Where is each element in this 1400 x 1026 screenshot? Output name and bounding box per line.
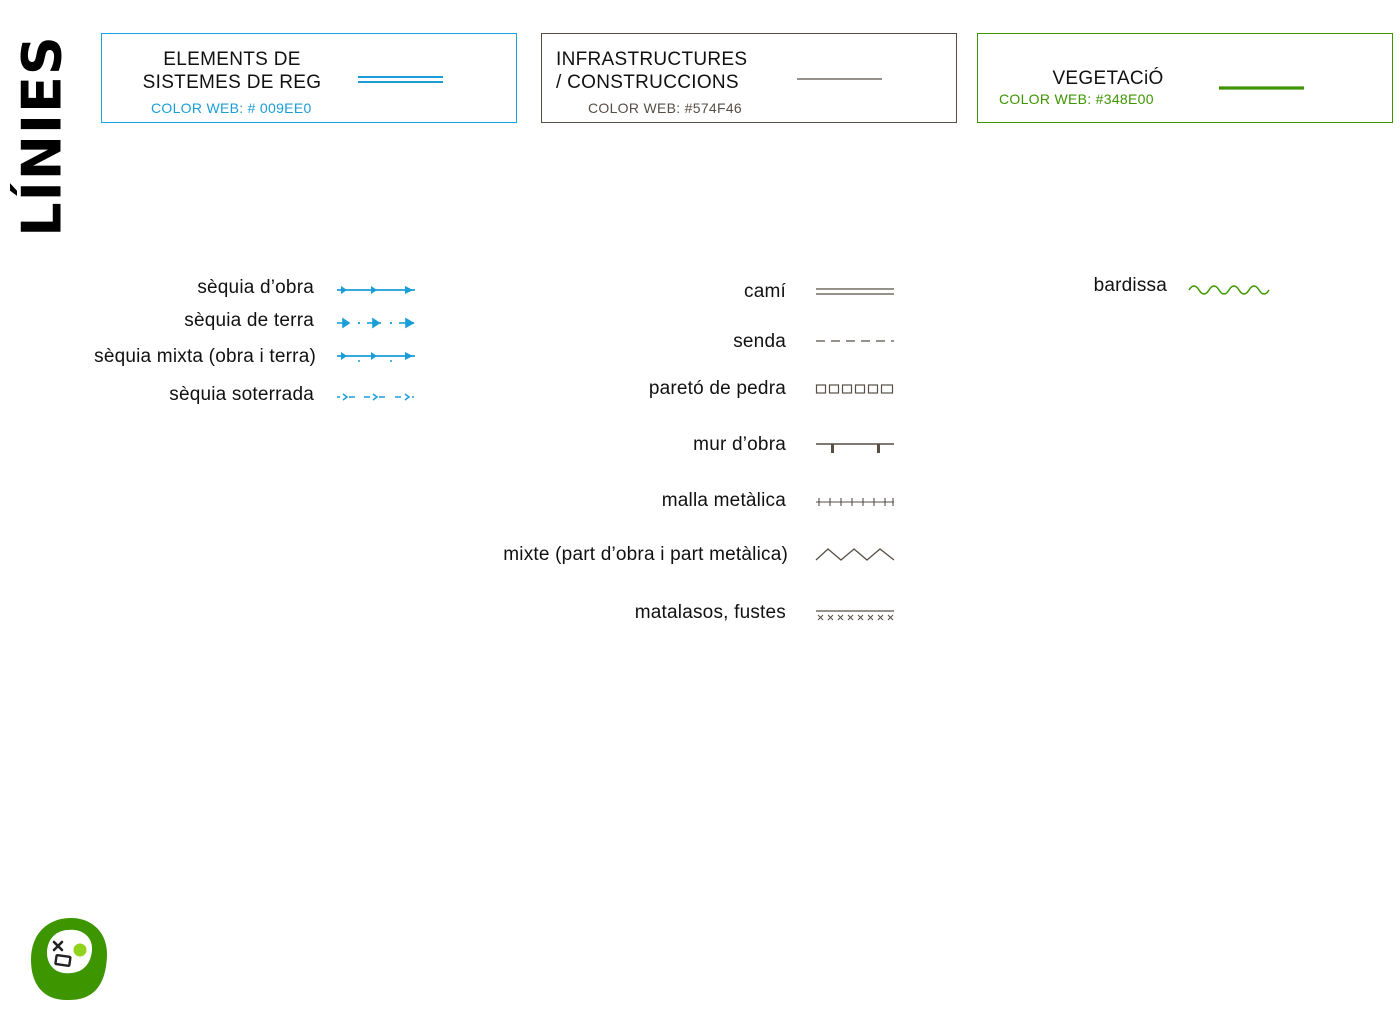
symbol-zigzag — [815, 546, 897, 562]
symbol-wall — [815, 438, 897, 456]
symbol-arrow-solid — [335, 282, 417, 298]
legend-label-senda: senda — [733, 331, 786, 352]
category-box-reg — [101, 33, 517, 123]
symbol-squares — [815, 382, 897, 396]
symbol-crosses — [815, 606, 897, 624]
category-color-label-veg: COLOR WEB: #348E00 — [999, 91, 1154, 107]
category-color-label-infra: COLOR WEB: #574F46 — [588, 100, 743, 116]
legend-label-matalasos-fustes: matalasos, fustes — [634, 602, 786, 623]
category-title-reg: ELEMENTS DE SISTEMES DE REG — [142, 49, 322, 93]
legend-label-sequia-soterrada: sèquia soterrada — [169, 384, 314, 405]
legend-label-mixte: mixte (part d’obra i part metàlica) — [503, 544, 788, 565]
symbol-dashed-line — [815, 336, 897, 346]
category-color-label-reg: COLOR WEB: # 009EE0 — [151, 100, 312, 116]
category-sample-line-reg — [357, 74, 447, 86]
category-sample-line-veg — [1218, 85, 1308, 91]
legend-label-bardissa: bardissa — [1093, 275, 1167, 296]
logo-icon — [29, 916, 109, 1002]
page-title — [6, 26, 78, 246]
symbol-arrow-dotted — [335, 315, 417, 331]
page-title-text: LÍNIES — [10, 35, 74, 237]
category-sample-line-infra — [796, 76, 886, 82]
category-box-veg — [977, 33, 1393, 123]
legend-label-sequia-obra: sèquia d’obra — [197, 277, 314, 298]
symbol-arrow-dashed — [335, 389, 417, 405]
category-title-veg: VEGETACiÓ — [1052, 68, 1164, 89]
legend-label-mur-obra: mur d’obra — [693, 434, 786, 455]
category-title-infra: INFRASTRUCTURES / CONSTRUCCIONS — [556, 49, 748, 93]
symbol-double-line — [815, 286, 897, 298]
legend-label-pareto-pedra: paretó de pedra — [648, 378, 786, 399]
legend-label-sequia-mixta: sèquia mixta (obra i terra) — [94, 346, 316, 367]
category-box-infra — [541, 33, 957, 123]
legend-label-malla-metalica: malla metàlica — [661, 490, 786, 511]
legend-label-sequia-terra: sèquia de terra — [184, 310, 314, 331]
symbol-wave — [1188, 280, 1272, 300]
symbol-ticks — [815, 494, 897, 510]
legend-label-cami: camí — [744, 281, 786, 302]
symbol-arrow-mixed — [335, 349, 417, 365]
